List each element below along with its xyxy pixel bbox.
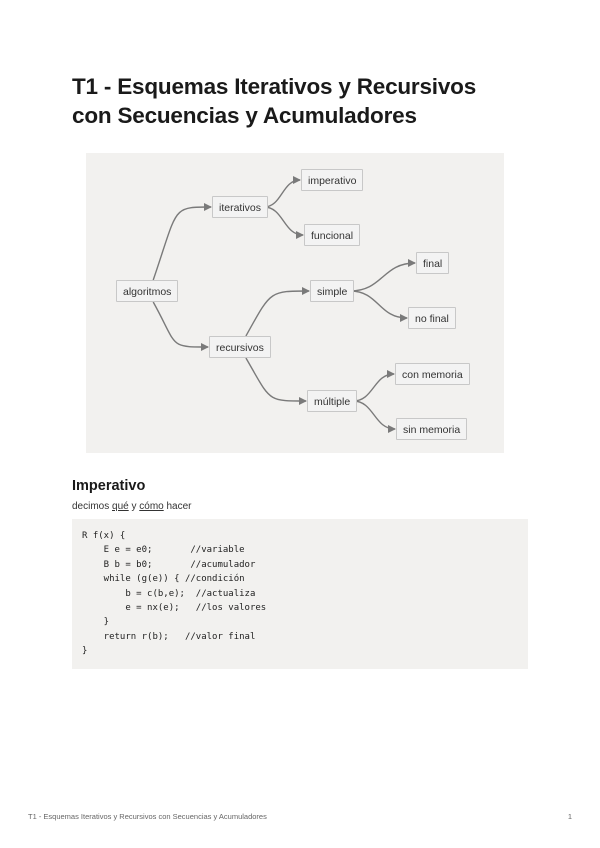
node-algoritmos: algoritmos [116, 280, 178, 302]
section-subtitle [72, 501, 192, 512]
edge-iterativos-to-funcional [264, 207, 303, 235]
edge-multiple-to-con_memoria [353, 374, 394, 401]
node-recursivos: recursivos [209, 336, 271, 358]
edge-simple-to-no_final [350, 291, 407, 318]
page-title-line-1: T1 - Esquemas Iterativos y Recursivos [72, 74, 477, 99]
code-line: while (g(e)) { //condición [82, 574, 245, 585]
code-block [72, 519, 528, 669]
footer-page-number: 1 [567, 812, 572, 821]
node-funcional: funcional [304, 224, 360, 246]
code-line: B b = b0; //acumulador [82, 559, 256, 570]
node-simple: simple [310, 280, 354, 302]
page-title-line-2: con Secuencias y Acumuladores [72, 103, 417, 128]
edge-multiple-to-sin_memoria [353, 401, 395, 429]
node-no-final: no final [408, 307, 456, 329]
edge-algoritmos-to-iterativos [153, 207, 211, 280]
node-multiple: múltiple [307, 390, 357, 412]
section-heading: Imperativo [72, 478, 146, 494]
mind-map-edges [86, 153, 504, 453]
node-con-memoria: con memoria [395, 363, 470, 385]
edge-algoritmos-to-recursivos [153, 302, 208, 347]
code-line: } [82, 617, 110, 628]
node-imperativo: imperativo [301, 169, 363, 191]
node-sin-memoria: sin memoria [396, 418, 467, 440]
subtitle-como: cómo [139, 501, 164, 512]
subtitle-suffix: hacer [163, 501, 192, 512]
node-final: final [416, 252, 449, 274]
code-line: R f(x) { [82, 531, 126, 541]
code-line: } [82, 646, 88, 657]
edge-simple-to-final [350, 263, 415, 291]
subtitle-que: qué [112, 501, 129, 512]
subtitle-prefix: decimos [72, 501, 113, 512]
code-line: b = c(b,e); //actualiza [82, 588, 256, 599]
footer-title: T1 - Esquemas Iterativos y Recursivos con Secuencias y Acumuladores [28, 812, 267, 821]
subtitle-mid: y [128, 501, 140, 512]
page-title [72, 72, 542, 130]
edge-recursivos-to-simple [246, 291, 309, 336]
edge-recursivos-to-multiple [246, 358, 306, 401]
code-line: E e = e0; //variable [82, 545, 245, 556]
node-iterativos: iterativos [212, 196, 268, 218]
edge-iterativos-to-imperativo [264, 180, 300, 207]
code-line: e = nx(e); //los valores [82, 602, 267, 613]
mind-map-diagram [86, 153, 504, 453]
code-line: return r(b); //valor final [82, 631, 256, 642]
